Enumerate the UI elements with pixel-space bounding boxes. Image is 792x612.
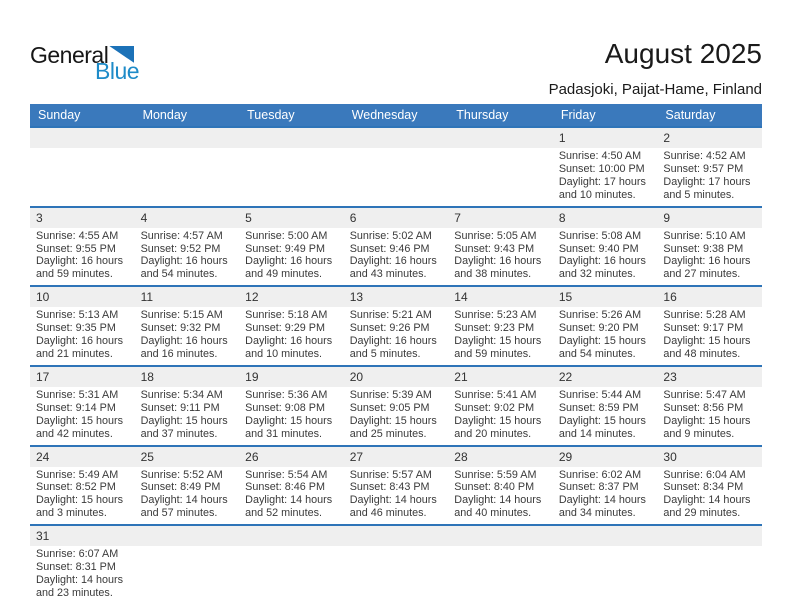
empty-day-cell <box>553 546 658 604</box>
empty-day-cell <box>135 546 240 604</box>
sunrise-text: Sunrise: 4:50 AM <box>558 150 642 162</box>
daylight-minutes-text: and 20 minutes. <box>454 427 532 440</box>
sunset-text: Sunset: 8:49 PM <box>140 481 221 494</box>
sunrise-text: Sunrise: 5:57 AM <box>349 468 432 481</box>
empty-day-number <box>553 526 658 546</box>
daylight-minutes-text: and 27 minutes. <box>663 268 741 281</box>
sunset-text: Sunset: 8:52 PM <box>36 481 116 494</box>
day-number: 11 <box>140 290 154 305</box>
daylight-minutes-text: and 59 minutes. <box>36 268 113 281</box>
logo-text-blue: Blue <box>95 58 140 84</box>
daylight-hours-text: Daylight: 16 hours <box>36 335 124 348</box>
sunset-text: Sunset: 9:02 PM <box>454 401 535 414</box>
sunrise-text: Sunrise: 5:49 AM <box>36 468 119 481</box>
sunrise-text: Sunrise: 5:21 AM <box>349 309 432 322</box>
day-number: 23 <box>663 369 677 384</box>
day-cell <box>30 467 135 525</box>
day-number: 25 <box>140 449 154 464</box>
daylight-minutes-text: and 10 minutes. <box>558 188 636 201</box>
week-row <box>30 126 762 206</box>
sunset-text: Sunset: 9:46 PM <box>349 242 430 255</box>
daylight-minutes-text: and 48 minutes. <box>663 347 741 360</box>
day-cell <box>344 467 449 525</box>
day-cell <box>553 387 658 445</box>
day-number: 27 <box>349 449 364 464</box>
daylight-hours-text: Daylight: 17 hours <box>558 175 646 188</box>
daylight-minutes-text: and 34 minutes. <box>558 507 636 520</box>
daylight-minutes-text: and 42 minutes. <box>36 427 113 440</box>
daylight-hours-text: Daylight: 15 hours <box>558 414 646 427</box>
day-detail-band <box>30 387 762 445</box>
empty-day-cell <box>448 546 553 604</box>
day-cell <box>135 467 240 525</box>
day-number: 1 <box>558 131 566 145</box>
day-cell <box>344 307 449 365</box>
empty-day-number <box>344 128 449 148</box>
sunrise-text: Sunrise: 5:02 AM <box>349 229 432 242</box>
daylight-minutes-text: and 59 minutes. <box>454 347 532 360</box>
weekday-header-wednesday: Wednesday <box>351 108 418 122</box>
day-cell <box>30 387 135 445</box>
sunrise-text: Sunrise: 5:28 AM <box>663 309 746 322</box>
day-cell <box>135 228 240 286</box>
day-cell <box>344 228 449 286</box>
day-cell <box>448 228 553 286</box>
empty-day-cell <box>344 546 449 604</box>
daylight-minutes-text: and 32 minutes. <box>558 268 636 281</box>
sunset-text: Sunset: 8:43 PM <box>349 481 430 494</box>
sunset-text: Sunset: 9:08 PM <box>245 401 325 414</box>
daylight-hours-text: Daylight: 15 hours <box>663 414 751 427</box>
sunset-text: Sunset: 9:32 PM <box>140 322 221 335</box>
empty-day-number <box>135 526 240 546</box>
week-row <box>30 524 762 604</box>
calendar-body <box>30 126 762 604</box>
sunrise-text: Sunrise: 5:52 AM <box>140 468 223 481</box>
sunset-text: Sunset: 9:35 PM <box>36 322 116 335</box>
sunrise-text: Sunrise: 6:04 AM <box>663 468 746 481</box>
sunset-text: Sunset: 9:23 PM <box>454 322 535 335</box>
daylight-hours-text: Daylight: 14 hours <box>558 494 646 507</box>
empty-day-number <box>344 526 449 546</box>
empty-day-number <box>657 526 762 546</box>
sunset-text: Sunset: 8:56 PM <box>663 401 744 414</box>
daylight-hours-text: Daylight: 16 hours <box>663 255 751 268</box>
sunrise-text: Sunrise: 5:59 AM <box>454 468 537 481</box>
empty-day-cell <box>239 546 344 604</box>
daylight-hours-text: Daylight: 14 hours <box>36 573 124 586</box>
sunset-text: Sunset: 9:52 PM <box>140 242 221 255</box>
day-cell <box>30 546 135 604</box>
daylight-minutes-text: and 54 minutes. <box>558 347 636 360</box>
day-cell <box>657 148 762 206</box>
daylight-hours-text: Daylight: 16 hours <box>349 335 437 348</box>
daylight-hours-text: Daylight: 16 hours <box>454 255 542 268</box>
day-number: 13 <box>349 290 364 305</box>
sunrise-text: Sunrise: 5:41 AM <box>454 388 537 401</box>
day-number-band <box>30 128 762 148</box>
day-number: 9 <box>663 210 671 225</box>
day-number: 8 <box>558 210 566 225</box>
day-number: 15 <box>558 290 573 305</box>
week-row <box>30 206 762 286</box>
day-number-band <box>30 367 762 387</box>
day-detail-band <box>30 307 762 365</box>
daylight-minutes-text: and 16 minutes. <box>140 347 218 360</box>
daylight-minutes-text: and 29 minutes. <box>663 507 741 520</box>
day-number: 30 <box>663 449 677 464</box>
day-number: 22 <box>558 369 573 384</box>
daylight-hours-text: Daylight: 14 hours <box>245 494 333 507</box>
day-cell <box>553 307 658 365</box>
sunrise-text: Sunrise: 5:08 AM <box>558 229 642 242</box>
sunrise-text: Sunrise: 5:36 AM <box>245 388 328 401</box>
empty-day-cell <box>239 148 344 206</box>
sunset-text: Sunset: 8:34 PM <box>663 481 744 494</box>
daylight-minutes-text: and 5 minutes. <box>349 347 421 360</box>
sunset-text: Sunset: 8:37 PM <box>558 481 639 494</box>
day-cell <box>553 467 658 525</box>
day-number: 6 <box>349 210 357 225</box>
sunset-text: Sunset: 9:38 PM <box>663 242 744 255</box>
sunrise-text: Sunrise: 4:55 AM <box>36 229 119 242</box>
day-number: 28 <box>454 449 468 464</box>
empty-day-cell <box>344 148 449 206</box>
sunrise-text: Sunrise: 5:10 AM <box>663 229 746 242</box>
sunset-text: Sunset: 9:14 PM <box>36 401 116 414</box>
day-number: 17 <box>36 369 50 384</box>
sunset-text: Sunset: 9:26 PM <box>349 322 430 335</box>
day-number: 19 <box>245 369 259 384</box>
sunset-text: Sunset: 8:40 PM <box>454 481 535 494</box>
day-number: 29 <box>558 449 573 464</box>
sunset-text: Sunset: 9:29 PM <box>245 322 325 335</box>
daylight-minutes-text: and 3 minutes. <box>36 507 107 520</box>
week-row <box>30 285 762 365</box>
day-cell <box>657 467 762 525</box>
day-cell <box>657 387 762 445</box>
daylight-hours-text: Daylight: 17 hours <box>663 175 751 188</box>
daylight-hours-text: Daylight: 16 hours <box>245 255 333 268</box>
day-number: 10 <box>36 290 50 305</box>
day-number-band <box>30 287 762 307</box>
daylight-hours-text: Daylight: 16 hours <box>349 255 437 268</box>
daylight-hours-text: Daylight: 15 hours <box>36 494 124 507</box>
day-cell <box>657 307 762 365</box>
sunset-text: Sunset: 9:17 PM <box>663 322 744 335</box>
week-row <box>30 365 762 445</box>
day-number-band <box>30 526 762 546</box>
daylight-hours-text: Daylight: 14 hours <box>349 494 437 507</box>
daylight-minutes-text: and 37 minutes. <box>140 427 218 440</box>
week-row <box>30 445 762 525</box>
daylight-minutes-text: and 43 minutes. <box>349 268 427 281</box>
day-cell <box>30 228 135 286</box>
daylight-hours-text: Daylight: 14 hours <box>140 494 228 507</box>
day-detail-band <box>30 228 762 286</box>
daylight-hours-text: Daylight: 15 hours <box>558 335 646 348</box>
daylight-hours-text: Daylight: 16 hours <box>140 255 228 268</box>
daylight-hours-text: Daylight: 14 hours <box>454 494 542 507</box>
daylight-minutes-text: and 14 minutes. <box>558 427 636 440</box>
daylight-minutes-text: and 10 minutes. <box>245 347 322 360</box>
day-cell <box>239 228 344 286</box>
weekday-header-row <box>30 104 762 126</box>
empty-day-number <box>448 128 553 148</box>
day-cell <box>448 467 553 525</box>
empty-day-cell <box>448 148 553 206</box>
empty-day-number <box>135 128 240 148</box>
daylight-minutes-text: and 49 minutes. <box>245 268 322 281</box>
sunrise-text: Sunrise: 5:54 AM <box>245 468 328 481</box>
sunrise-text: Sunrise: 5:31 AM <box>36 388 119 401</box>
empty-day-number <box>239 526 344 546</box>
page-subtitle: Padasjoki, Paijat-Hame, Finland <box>548 81 762 98</box>
daylight-minutes-text: and 31 minutes. <box>245 427 322 440</box>
daylight-hours-text: Daylight: 15 hours <box>454 335 542 348</box>
sunset-text: Sunset: 8:46 PM <box>245 481 325 494</box>
day-number: 18 <box>140 369 154 384</box>
daylight-minutes-text: and 25 minutes. <box>349 427 427 440</box>
sunset-text: Sunset: 9:05 PM <box>349 401 430 414</box>
calendar-table <box>30 104 762 604</box>
general-blue-logo <box>30 44 139 83</box>
daylight-hours-text: Daylight: 16 hours <box>36 255 124 268</box>
day-cell <box>239 307 344 365</box>
day-detail-band <box>30 148 762 206</box>
day-cell <box>553 148 658 206</box>
daylight-minutes-text: and 23 minutes. <box>36 586 113 599</box>
daylight-minutes-text: and 5 minutes. <box>663 188 735 201</box>
weekday-header-friday: Friday <box>560 108 596 122</box>
day-number: 12 <box>245 290 259 305</box>
weekday-header-tuesday: Tuesday <box>247 108 295 122</box>
day-cell <box>448 387 553 445</box>
sunset-text: Sunset: 9:20 PM <box>558 322 639 335</box>
daylight-hours-text: Daylight: 16 hours <box>245 335 333 348</box>
day-number: 31 <box>36 529 50 544</box>
day-number: 26 <box>245 449 259 464</box>
empty-day-cell <box>657 546 762 604</box>
sunrise-text: Sunrise: 6:07 AM <box>36 548 119 561</box>
sunrise-text: Sunrise: 5:47 AM <box>663 388 746 401</box>
day-cell <box>239 387 344 445</box>
day-detail-band <box>30 467 762 525</box>
daylight-minutes-text: and 57 minutes. <box>140 507 218 520</box>
day-number: 7 <box>454 210 461 225</box>
daylight-hours-text: Daylight: 15 hours <box>454 414 542 427</box>
sunrise-text: Sunrise: 5:13 AM <box>36 309 119 322</box>
daylight-minutes-text: and 40 minutes. <box>454 507 532 520</box>
sunset-text: Sunset: 9:49 PM <box>245 242 325 255</box>
sunset-text: Sunset: 9:57 PM <box>663 162 744 175</box>
daylight-hours-text: Daylight: 15 hours <box>663 335 751 348</box>
sunset-text: Sunset: 9:11 PM <box>140 401 220 414</box>
daylight-hours-text: Daylight: 15 hours <box>245 414 333 427</box>
day-cell <box>344 387 449 445</box>
empty-day-number <box>239 128 344 148</box>
sunrise-text: Sunrise: 5:26 AM <box>558 309 642 322</box>
page-title: August 2025 <box>604 38 762 69</box>
day-cell <box>553 228 658 286</box>
empty-day-number <box>448 526 553 546</box>
day-number-band <box>30 208 762 228</box>
weekday-header-saturday: Saturday <box>665 108 716 122</box>
sunset-text: Sunset: 9:40 PM <box>558 242 639 255</box>
day-number: 14 <box>454 290 468 305</box>
sunrise-text: Sunrise: 5:18 AM <box>245 309 328 322</box>
weekday-header-monday: Monday <box>142 108 188 122</box>
day-number-band <box>30 447 762 467</box>
daylight-minutes-text: and 38 minutes. <box>454 268 532 281</box>
day-cell <box>135 387 240 445</box>
weekday-header-sunday: Sunday <box>38 108 81 122</box>
daylight-hours-text: Daylight: 16 hours <box>140 335 228 348</box>
sunset-text: Sunset: 9:55 PM <box>36 242 116 255</box>
sunrise-text: Sunrise: 5:44 AM <box>558 388 642 401</box>
day-number: 24 <box>36 449 50 464</box>
sunset-text: Sunset: 9:43 PM <box>454 242 535 255</box>
day-number: 20 <box>349 369 364 384</box>
sunrise-text: Sunrise: 5:05 AM <box>454 229 537 242</box>
sunrise-text: Sunrise: 5:00 AM <box>245 229 328 242</box>
day-number: 5 <box>245 210 252 225</box>
day-number: 2 <box>663 131 671 145</box>
logo-text-general: General <box>30 42 109 68</box>
daylight-minutes-text: and 9 minutes. <box>663 427 735 440</box>
sunrise-text: Sunrise: 6:02 AM <box>558 468 642 481</box>
title-block <box>549 38 762 98</box>
daylight-hours-text: Daylight: 14 hours <box>663 494 751 507</box>
day-number: 21 <box>454 369 468 384</box>
day-number: 4 <box>140 210 148 225</box>
sunset-text: Sunset: 10:00 PM <box>558 162 645 175</box>
empty-day-cell <box>30 148 135 206</box>
daylight-minutes-text: and 52 minutes. <box>245 507 322 520</box>
sunrise-text: Sunrise: 5:34 AM <box>140 388 223 401</box>
day-cell <box>239 467 344 525</box>
day-cell <box>135 307 240 365</box>
daylight-hours-text: Daylight: 15 hours <box>349 414 437 427</box>
day-detail-band <box>30 546 762 604</box>
weekday-header-thursday: Thursday <box>456 108 509 122</box>
empty-day-number <box>30 128 135 148</box>
day-cell <box>448 307 553 365</box>
sunset-text: Sunset: 8:59 PM <box>558 401 639 414</box>
daylight-minutes-text: and 46 minutes. <box>349 507 427 520</box>
sunrise-text: Sunrise: 5:15 AM <box>140 309 223 322</box>
daylight-hours-text: Daylight: 15 hours <box>36 414 124 427</box>
daylight-minutes-text: and 54 minutes. <box>140 268 218 281</box>
day-cell <box>657 228 762 286</box>
daylight-hours-text: Daylight: 16 hours <box>558 255 646 268</box>
day-number: 3 <box>36 210 43 225</box>
empty-day-cell <box>135 148 240 206</box>
day-number: 16 <box>663 290 677 305</box>
daylight-minutes-text: and 21 minutes. <box>36 347 113 360</box>
sunrise-text: Sunrise: 4:52 AM <box>663 150 746 162</box>
daylight-hours-text: Daylight: 15 hours <box>140 414 228 427</box>
day-cell <box>30 307 135 365</box>
sunrise-text: Sunrise: 5:23 AM <box>454 309 537 322</box>
sunrise-text: Sunrise: 4:57 AM <box>140 229 223 242</box>
sunrise-text: Sunrise: 5:39 AM <box>349 388 432 401</box>
sunset-text: Sunset: 8:31 PM <box>36 561 116 574</box>
